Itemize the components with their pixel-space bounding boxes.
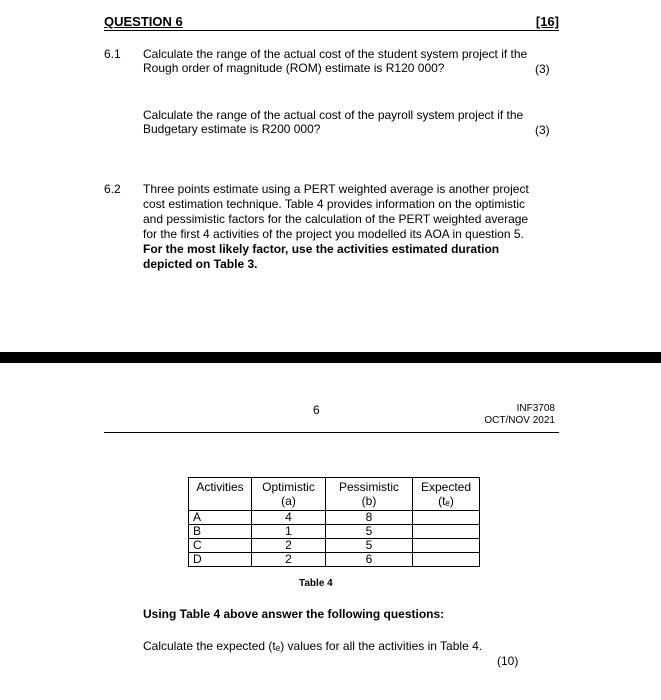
- cell-expected: [413, 525, 480, 539]
- cell-activity: B: [189, 525, 252, 539]
- question-6-2-bold-line1: For the most likely factor, use the activities estimated duration: [143, 242, 500, 256]
- question-total-marks: [16]: [535, 14, 559, 29]
- table-header-row: [189, 478, 480, 511]
- question-6-2-line3: and pessimistic factors for the calculation of the PERT weighted average: [143, 212, 529, 226]
- question-6-2-text: [143, 182, 563, 272]
- header-activities: Activities: [189, 478, 252, 511]
- cell-expected: [413, 553, 480, 567]
- cell-optimistic: 2: [252, 539, 326, 553]
- cell-activity: A: [189, 511, 252, 525]
- cell-expected: [413, 539, 480, 553]
- question-6-1-b-marks: (3): [535, 123, 550, 137]
- question-header: [104, 14, 559, 31]
- cell-pessimistic: 5: [326, 525, 413, 539]
- question-6-1-b-line2: Budgetary estimate is R200 000?: [143, 122, 321, 136]
- table-caption: Table 4: [299, 578, 333, 589]
- course-info: [484, 403, 555, 427]
- task-text: Calculate the expected (tₑ) values for all the activities in Table 4.: [143, 639, 483, 653]
- table-row: [189, 539, 480, 553]
- question-title: QUESTION 6: [104, 14, 183, 29]
- question-6-2-line2: cost estimation technique. Table 4 provides information on the optimistic: [143, 197, 525, 211]
- cell-optimistic: 1: [252, 525, 326, 539]
- cell-pessimistic: 5: [326, 539, 413, 553]
- question-6-2-number: 6.2: [104, 182, 121, 196]
- table-row: [189, 525, 480, 539]
- question-6-1-part-b: [143, 108, 563, 136]
- header-optimistic: Optimistic (a): [252, 478, 326, 511]
- task-marks: (10): [497, 654, 519, 668]
- exam-page-bottom: [0, 363, 661, 700]
- question-6-1-a-line1: Calculate the range of the actual cost of the student system project if the: [143, 47, 528, 61]
- question-6-1-a-line2: Rough order of magnitude (ROM) estimate is R120 000?: [143, 61, 445, 75]
- question-6-2-bold-line2: depicted on Table 3.: [143, 257, 258, 271]
- question-6-2-line1: Three points estimate using a PERT weighted average is another project: [143, 182, 529, 196]
- question-6-2-line4: for the first 4 activities of the project you modelled its AOA in question 5.: [143, 227, 524, 241]
- instructions: Using Table 4 above answer the following questions:: [143, 607, 445, 621]
- header-expected: Expected (tₑ): [413, 478, 480, 511]
- page-number: 6: [313, 403, 320, 417]
- header-pessimistic: Pessimistic (b): [326, 478, 413, 511]
- course-code: INF3708: [516, 403, 555, 414]
- table-row: [189, 511, 480, 525]
- question-6-1-part-a: [143, 47, 563, 75]
- cell-pessimistic: 6: [326, 553, 413, 567]
- question-6-1-a-marks: (3): [535, 62, 550, 76]
- page-separator: [0, 352, 661, 363]
- exam-period: OCT/NOV 2021: [484, 415, 555, 426]
- header-rule: [104, 432, 559, 433]
- cell-optimistic: 4: [252, 511, 326, 525]
- question-6-1-b-line1: Calculate the range of the actual cost of the payroll system project if the: [143, 108, 524, 122]
- cell-optimistic: 2: [252, 553, 326, 567]
- cell-pessimistic: 8: [326, 511, 413, 525]
- table-row: [189, 553, 480, 567]
- cell-expected: [413, 511, 480, 525]
- pert-table: [188, 477, 480, 567]
- cell-activity: D: [189, 553, 252, 567]
- cell-activity: C: [189, 539, 252, 553]
- question-6-1-number: 6.1: [104, 47, 121, 61]
